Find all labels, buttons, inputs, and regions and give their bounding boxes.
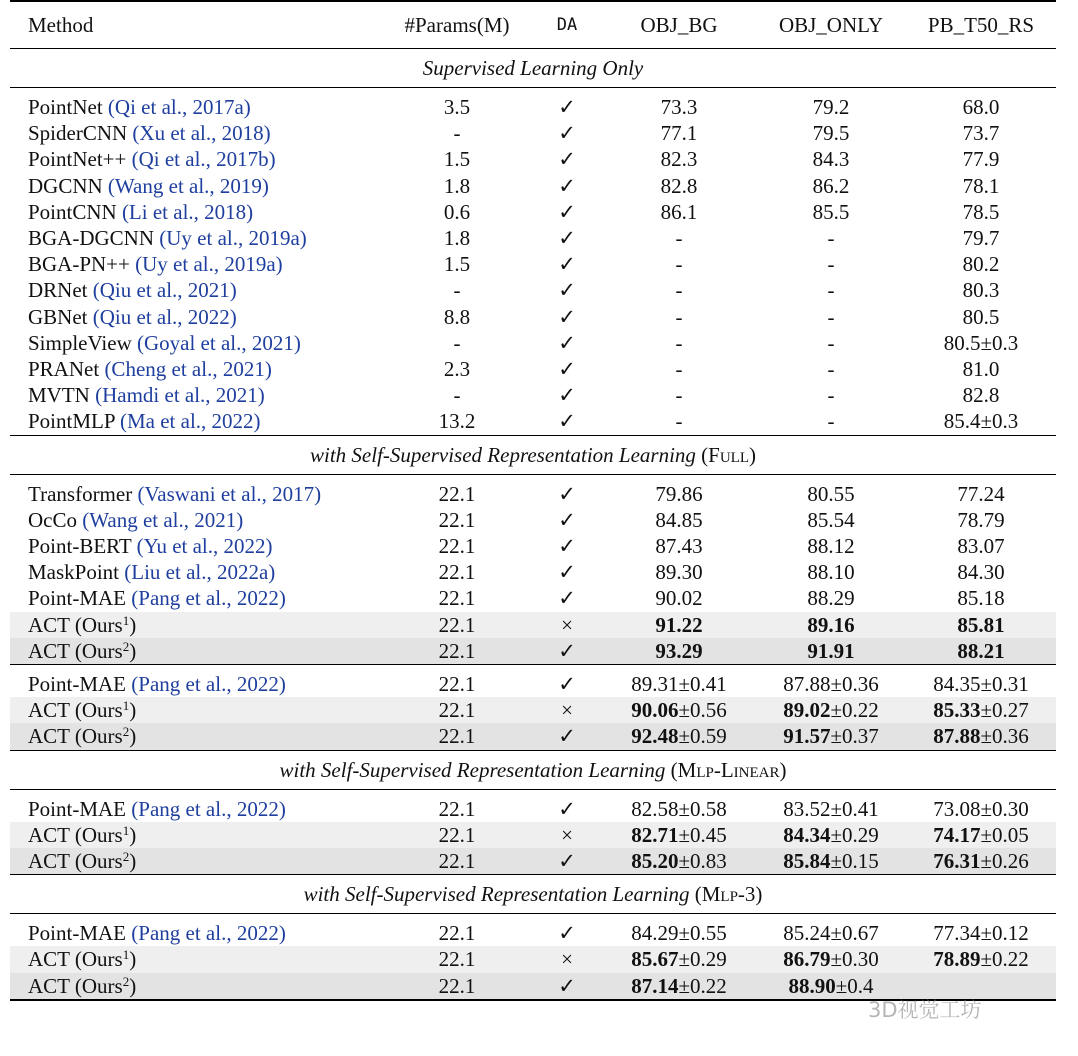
citation-link[interactable]: (Pang et al., 2022) bbox=[131, 672, 286, 697]
citation-link[interactable]: (Qiu et al., 2021) bbox=[92, 278, 237, 303]
pb-cell: 81.0 bbox=[962, 357, 1000, 382]
pb-cell: 80.3 bbox=[962, 278, 1000, 303]
results-table bbox=[10, 0, 1056, 1001]
obj-only-cell: - bbox=[827, 226, 835, 251]
da-check: ✓ bbox=[558, 481, 576, 506]
obj-bg-cell: 79.86 bbox=[655, 481, 703, 506]
params-cell: 1.5 bbox=[443, 252, 471, 277]
obj-bg-cell: 93.29 bbox=[602, 638, 756, 665]
method-cell: Point-MAE (Pang et al., 2022) bbox=[28, 672, 286, 697]
method-cell: SpiderCNN (Xu et al., 2018) bbox=[28, 121, 271, 146]
method-cell: Point-MAE (Pang et al., 2022) bbox=[28, 921, 286, 946]
method-cell: ACT (Ours$^1$) bbox=[10, 946, 382, 972]
method-cell: Point-MAE (Pang et al., 2022) bbox=[28, 796, 286, 821]
table-row bbox=[10, 173, 1056, 199]
table-row bbox=[10, 225, 1056, 251]
obj-only-cell: 85.24±0.67 bbox=[783, 921, 879, 946]
pb-cell: 80.2 bbox=[962, 252, 1000, 277]
obj-bg-cell: 84.85 bbox=[655, 507, 703, 532]
pb-cell: 83.07 bbox=[957, 534, 1005, 559]
table-row bbox=[10, 382, 1056, 408]
obj-bg-cell: 84.29±0.55 bbox=[631, 921, 727, 946]
obj-only-cell: 84.34±0.29 bbox=[756, 822, 906, 848]
params-cell: 22.1 bbox=[438, 507, 476, 532]
pb-cell: 77.34±0.12 bbox=[933, 921, 1029, 946]
obj-bg-cell: - bbox=[675, 330, 683, 355]
pb-cell: 76.31±0.26 bbox=[906, 848, 1056, 875]
table-row-ours bbox=[10, 723, 1056, 750]
citation-link[interactable]: (Qiu et al., 2022) bbox=[92, 304, 237, 329]
results-table-container bbox=[10, 0, 1056, 1001]
obj-bg-cell: 82.71±0.45 bbox=[602, 822, 756, 848]
obj-only-cell: 89.16 bbox=[756, 612, 906, 638]
table-row bbox=[10, 533, 1056, 559]
table-row bbox=[10, 507, 1056, 533]
pb-cell: 85.18 bbox=[957, 586, 1005, 611]
pb-cell: 73.08±0.30 bbox=[933, 796, 1029, 821]
params-cell: 22.1 bbox=[382, 697, 532, 723]
obj-bg-cell: 82.3 bbox=[660, 147, 698, 172]
obj-bg-cell: - bbox=[675, 357, 683, 382]
obj-only-cell: 88.12 bbox=[807, 534, 855, 559]
method-cell: GBNet (Qiu et al., 2022) bbox=[28, 304, 237, 329]
obj-bg-cell: 87.43 bbox=[655, 534, 703, 559]
citation-link[interactable]: (Wang et al., 2021) bbox=[82, 507, 244, 532]
table-row bbox=[10, 789, 1056, 822]
section-title-supervised: Supervised Learning Only bbox=[10, 49, 1056, 88]
obj-only-cell: 91.91 bbox=[756, 638, 906, 665]
pb-cell: 84.35±0.31 bbox=[933, 672, 1029, 697]
pb-cell: 80.5 bbox=[962, 304, 1000, 329]
da-check: ✓ bbox=[558, 796, 576, 821]
params-cell: 22.1 bbox=[438, 672, 476, 697]
watermark: 3D视觉工坊 bbox=[868, 998, 982, 1022]
obj-only-cell: 86.79±0.30 bbox=[756, 946, 906, 972]
citation-link[interactable]: (Vaswani et al., 2017) bbox=[137, 481, 322, 506]
da-check: ✓ bbox=[532, 973, 602, 1000]
obj-bg-cell: 91.22 bbox=[602, 612, 756, 638]
table-row bbox=[10, 199, 1056, 225]
method-cell: OcCo (Wang et al., 2021) bbox=[28, 507, 244, 532]
citation-link[interactable]: (Xu et al., 2018) bbox=[132, 121, 271, 146]
citation-link[interactable]: (Uy et al., 2019a) bbox=[159, 226, 307, 251]
da-check: ✓ bbox=[558, 121, 576, 146]
obj-bg-cell: - bbox=[675, 383, 683, 408]
da-check: ✓ bbox=[558, 921, 576, 946]
da-check: ✓ bbox=[558, 147, 576, 172]
params-cell: - bbox=[453, 121, 461, 146]
method-cell: PointNet (Qi et al., 2017a) bbox=[28, 95, 251, 119]
table-row-ours bbox=[10, 946, 1056, 972]
header-obj-only: OBJ_ONLY bbox=[756, 1, 906, 49]
pb-cell: 68.0 bbox=[962, 95, 1000, 119]
table-row-ours bbox=[10, 822, 1056, 848]
pb-cell: 74.17±0.05 bbox=[906, 822, 1056, 848]
method-cell: ACT (Ours$^2$) bbox=[10, 638, 382, 665]
params-cell: 22.1 bbox=[438, 481, 476, 506]
citation-link[interactable]: (Wang et al., 2019) bbox=[107, 173, 269, 198]
params-cell: 22.1 bbox=[382, 612, 532, 638]
method-cell: PointCNN (Li et al., 2018) bbox=[28, 199, 254, 224]
obj-only-cell: - bbox=[827, 278, 835, 303]
obj-only-cell: 79.2 bbox=[812, 95, 850, 119]
da-check: ✓ bbox=[532, 408, 602, 435]
obj-only-cell: 91.57±0.37 bbox=[756, 723, 906, 750]
method-cell: ACT (Ours$^2$) bbox=[10, 723, 382, 750]
table-row bbox=[10, 585, 1056, 611]
obj-only-cell: - bbox=[827, 330, 835, 355]
method-cell: ACT (Ours$^1$) bbox=[10, 612, 382, 638]
obj-bg-cell: 87.14±0.22 bbox=[602, 973, 756, 1000]
table-row bbox=[10, 408, 1056, 435]
citation-link[interactable]: (Cheng et al., 2021) bbox=[104, 357, 272, 382]
method-cell: MaskPoint (Liu et al., 2022a) bbox=[28, 560, 276, 585]
table-row bbox=[10, 146, 1056, 172]
pb-cell: 79.7 bbox=[962, 226, 1000, 251]
method-cell: ACT (Ours$^1$) bbox=[10, 697, 382, 723]
pb-cell: 78.1 bbox=[962, 173, 1000, 198]
params-cell: 1.8 bbox=[443, 226, 471, 251]
citation-link[interactable]: (Li et al., 2018) bbox=[121, 199, 254, 224]
pb-cell: 77.24 bbox=[957, 481, 1005, 506]
pb-cell: 80.5±0.3 bbox=[943, 330, 1019, 355]
citation-link[interactable]: (Uy et al., 2019a) bbox=[135, 252, 283, 277]
section-header bbox=[10, 750, 1056, 789]
obj-bg-cell: - bbox=[675, 252, 683, 277]
params-cell: 22.1 bbox=[382, 848, 532, 875]
table-row bbox=[10, 88, 1056, 121]
obj-bg-cell: - bbox=[602, 408, 756, 435]
pb-cell: 85.4±0.3 bbox=[906, 408, 1056, 435]
params-cell: 3.5 bbox=[443, 95, 471, 119]
params-cell: 22.1 bbox=[438, 921, 476, 946]
method-cell: Point-MAE (Pang et al., 2022) bbox=[28, 586, 286, 611]
params-cell: 22.1 bbox=[382, 973, 532, 1000]
table-row bbox=[10, 665, 1056, 698]
pb-cell: 78.5 bbox=[962, 199, 1000, 224]
obj-only-cell: - bbox=[827, 304, 835, 329]
method-cell: ACT (Ours$^1$) bbox=[10, 822, 382, 848]
da-check: ✓ bbox=[558, 304, 576, 329]
method-cell: DGCNN (Wang et al., 2019) bbox=[28, 173, 269, 198]
params-cell: 22.1 bbox=[438, 534, 476, 559]
table-row bbox=[10, 251, 1056, 277]
table-row-ours bbox=[10, 638, 1056, 665]
obj-only-cell: - bbox=[827, 383, 835, 408]
citation-link[interactable]: (Yu et al., 2022) bbox=[136, 534, 273, 559]
pb-cell: 73.7 bbox=[962, 121, 1000, 146]
table-row bbox=[10, 330, 1056, 356]
method-cell: ACT (Ours$^2$) bbox=[10, 848, 382, 875]
params-cell: 22.1 bbox=[438, 796, 476, 821]
table-row bbox=[10, 474, 1056, 507]
obj-bg-cell: 82.8 bbox=[660, 173, 698, 198]
citation-link[interactable]: (Pang et al., 2022) bbox=[131, 796, 286, 821]
pb-cell: 88.21 bbox=[906, 638, 1056, 665]
params-cell: 1.5 bbox=[443, 147, 471, 172]
obj-bg-cell: 89.31±0.41 bbox=[631, 672, 727, 697]
method-cell: Point-BERT (Yu et al., 2022) bbox=[28, 534, 273, 559]
params-cell: 1.8 bbox=[443, 173, 471, 198]
header-params: #Params(M) bbox=[382, 1, 532, 49]
da-check: ✓ bbox=[558, 560, 576, 585]
citation-link[interactable]: (Qi et al., 2017a) bbox=[107, 95, 251, 119]
pb-cell: 82.8 bbox=[962, 383, 1000, 408]
da-check: ✓ bbox=[558, 278, 576, 303]
method-cell: MVTN (Hamdi et al., 2021) bbox=[28, 383, 265, 408]
da-cross: × bbox=[532, 612, 602, 638]
da-check: ✓ bbox=[558, 173, 576, 198]
pb-cell: 85.81 bbox=[906, 612, 1056, 638]
da-cross: × bbox=[532, 822, 602, 848]
table-row bbox=[10, 914, 1056, 947]
obj-bg-cell: 89.30 bbox=[655, 560, 703, 585]
citation-link[interactable]: (Liu et al., 2022a) bbox=[124, 560, 276, 585]
pb-cell: 77.9 bbox=[962, 147, 1000, 172]
obj-bg-cell: - bbox=[675, 278, 683, 303]
da-check: ✓ bbox=[532, 723, 602, 750]
pb-cell: 84.30 bbox=[957, 560, 1005, 585]
da-check: ✓ bbox=[558, 95, 576, 119]
obj-only-cell: 88.10 bbox=[807, 560, 855, 585]
params-cell: 22.1 bbox=[382, 946, 532, 972]
table-row bbox=[10, 277, 1056, 303]
obj-only-cell: 88.90±0.4 bbox=[756, 973, 906, 1000]
method-cell: BGA-PN++ (Uy et al., 2019a) bbox=[28, 252, 283, 277]
obj-only-cell: 85.54 bbox=[807, 507, 855, 532]
section-header bbox=[10, 875, 1056, 914]
da-check: ✓ bbox=[558, 357, 576, 382]
pb-cell: 87.88±0.36 bbox=[906, 723, 1056, 750]
da-check: ✓ bbox=[558, 226, 576, 251]
da-cross: × bbox=[532, 946, 602, 972]
method-cell: DRNet (Qiu et al., 2021) bbox=[28, 278, 237, 303]
citation-link[interactable]: (Hamdi et al., 2021) bbox=[95, 383, 265, 408]
da-check: ✓ bbox=[558, 586, 576, 611]
obj-only-cell: 89.02±0.22 bbox=[756, 697, 906, 723]
obj-bg-cell: 92.48±0.59 bbox=[602, 723, 756, 750]
obj-only-cell: 85.84±0.15 bbox=[756, 848, 906, 875]
da-check: ✓ bbox=[558, 330, 576, 355]
da-check: ✓ bbox=[532, 638, 602, 665]
method-cell: PRANet (Cheng et al., 2021) bbox=[28, 357, 272, 382]
params-cell: - bbox=[453, 330, 461, 355]
table-row-ours bbox=[10, 697, 1056, 723]
table-row-ours bbox=[10, 612, 1056, 638]
params-cell: 8.8 bbox=[443, 304, 471, 329]
table-row bbox=[10, 356, 1056, 382]
pb-cell: 78.89±0.22 bbox=[906, 946, 1056, 972]
obj-bg-cell: 82.58±0.58 bbox=[631, 796, 727, 821]
params-cell: 13.2 bbox=[382, 408, 532, 435]
method-cell: BGA-DGCNN (Uy et al., 2019a) bbox=[28, 226, 307, 251]
da-check: ✓ bbox=[558, 507, 576, 532]
method-cell: ACT (Ours$^2$) bbox=[10, 973, 382, 1000]
params-cell: - bbox=[453, 278, 461, 303]
section-header bbox=[10, 435, 1056, 474]
section-title-mlp-3: with Self-Supervised Representation Learning (Mlp-3) bbox=[10, 875, 1056, 914]
header-method: Method bbox=[10, 1, 382, 49]
obj-only-cell: 86.2 bbox=[812, 173, 850, 198]
obj-bg-cell: 90.06±0.56 bbox=[602, 697, 756, 723]
params-cell: 0.6 bbox=[443, 199, 471, 224]
section-header bbox=[10, 49, 1056, 88]
obj-bg-cell: 85.20±0.83 bbox=[602, 848, 756, 875]
method-cell: SimpleView (Goyal et al., 2021) bbox=[28, 330, 301, 355]
obj-only-cell: 88.29 bbox=[807, 586, 855, 611]
obj-only-cell: 80.55 bbox=[807, 481, 855, 506]
header-pb-t50-rs: PB_T50_RS bbox=[906, 1, 1056, 49]
citation-link[interactable]: (Pang et al., 2022) bbox=[131, 921, 286, 946]
table-row bbox=[10, 559, 1056, 585]
method-cell: Transformer (Vaswani et al., 2017) bbox=[28, 481, 322, 506]
citation-link[interactable]: (Ma et al., 2022) bbox=[120, 409, 261, 434]
da-check: ✓ bbox=[558, 252, 576, 277]
obj-bg-cell: 90.02 bbox=[655, 586, 703, 611]
obj-only-cell: - bbox=[827, 252, 835, 277]
obj-only-cell: 84.3 bbox=[812, 147, 850, 172]
params-cell: 22.1 bbox=[382, 723, 532, 750]
obj-only-cell: 79.5 bbox=[812, 121, 850, 146]
params-cell: 2.3 bbox=[443, 357, 471, 382]
method-cell: PointMLP (Ma et al., 2022) bbox=[10, 408, 382, 435]
obj-bg-cell: 86.1 bbox=[660, 199, 698, 224]
obj-bg-cell: 77.1 bbox=[660, 121, 698, 146]
table-row bbox=[10, 304, 1056, 330]
params-cell: 22.1 bbox=[382, 638, 532, 665]
citation-link[interactable]: (Qi et al., 2017b) bbox=[131, 147, 276, 172]
pb-cell: 78.79 bbox=[957, 507, 1005, 532]
da-check: ✓ bbox=[532, 848, 602, 875]
section-title-full: with Self-Supervised Representation Learning (Full) bbox=[10, 435, 1056, 474]
citation-link[interactable]: (Goyal et al., 2021) bbox=[136, 330, 301, 355]
method-cell: PointNet++ (Qi et al., 2017b) bbox=[28, 147, 276, 172]
obj-only-cell: - bbox=[756, 408, 906, 435]
obj-bg-cell: 85.67±0.29 bbox=[602, 946, 756, 972]
da-check: ✓ bbox=[558, 199, 576, 224]
params-cell: 22.1 bbox=[382, 822, 532, 848]
obj-only-cell: - bbox=[827, 357, 835, 382]
da-check: ✓ bbox=[558, 672, 576, 697]
header-row bbox=[10, 1, 1056, 49]
obj-bg-cell: - bbox=[675, 304, 683, 329]
section-title-mlp-linear: with Self-Supervised Representation Learning (Mlp-Linear) bbox=[10, 750, 1056, 789]
obj-only-cell: 83.52±0.41 bbox=[783, 796, 879, 821]
header-da: DA bbox=[532, 1, 602, 49]
table-row-ours bbox=[10, 848, 1056, 875]
header-obj-bg: OBJ_BG bbox=[602, 1, 756, 49]
citation-link[interactable]: (Pang et al., 2022) bbox=[131, 586, 286, 611]
params-cell: - bbox=[453, 383, 461, 408]
obj-only-cell: 87.88±0.36 bbox=[783, 672, 879, 697]
obj-bg-cell: - bbox=[675, 226, 683, 251]
table-row bbox=[10, 120, 1056, 146]
da-check: ✓ bbox=[558, 534, 576, 559]
da-check: ✓ bbox=[558, 383, 576, 408]
obj-only-cell: 85.5 bbox=[812, 199, 850, 224]
da-cross: × bbox=[532, 697, 602, 723]
params-cell: 22.1 bbox=[438, 586, 476, 611]
pb-cell: 85.33±0.27 bbox=[906, 697, 1056, 723]
params-cell: 22.1 bbox=[438, 560, 476, 585]
obj-bg-cell: 73.3 bbox=[660, 95, 698, 119]
